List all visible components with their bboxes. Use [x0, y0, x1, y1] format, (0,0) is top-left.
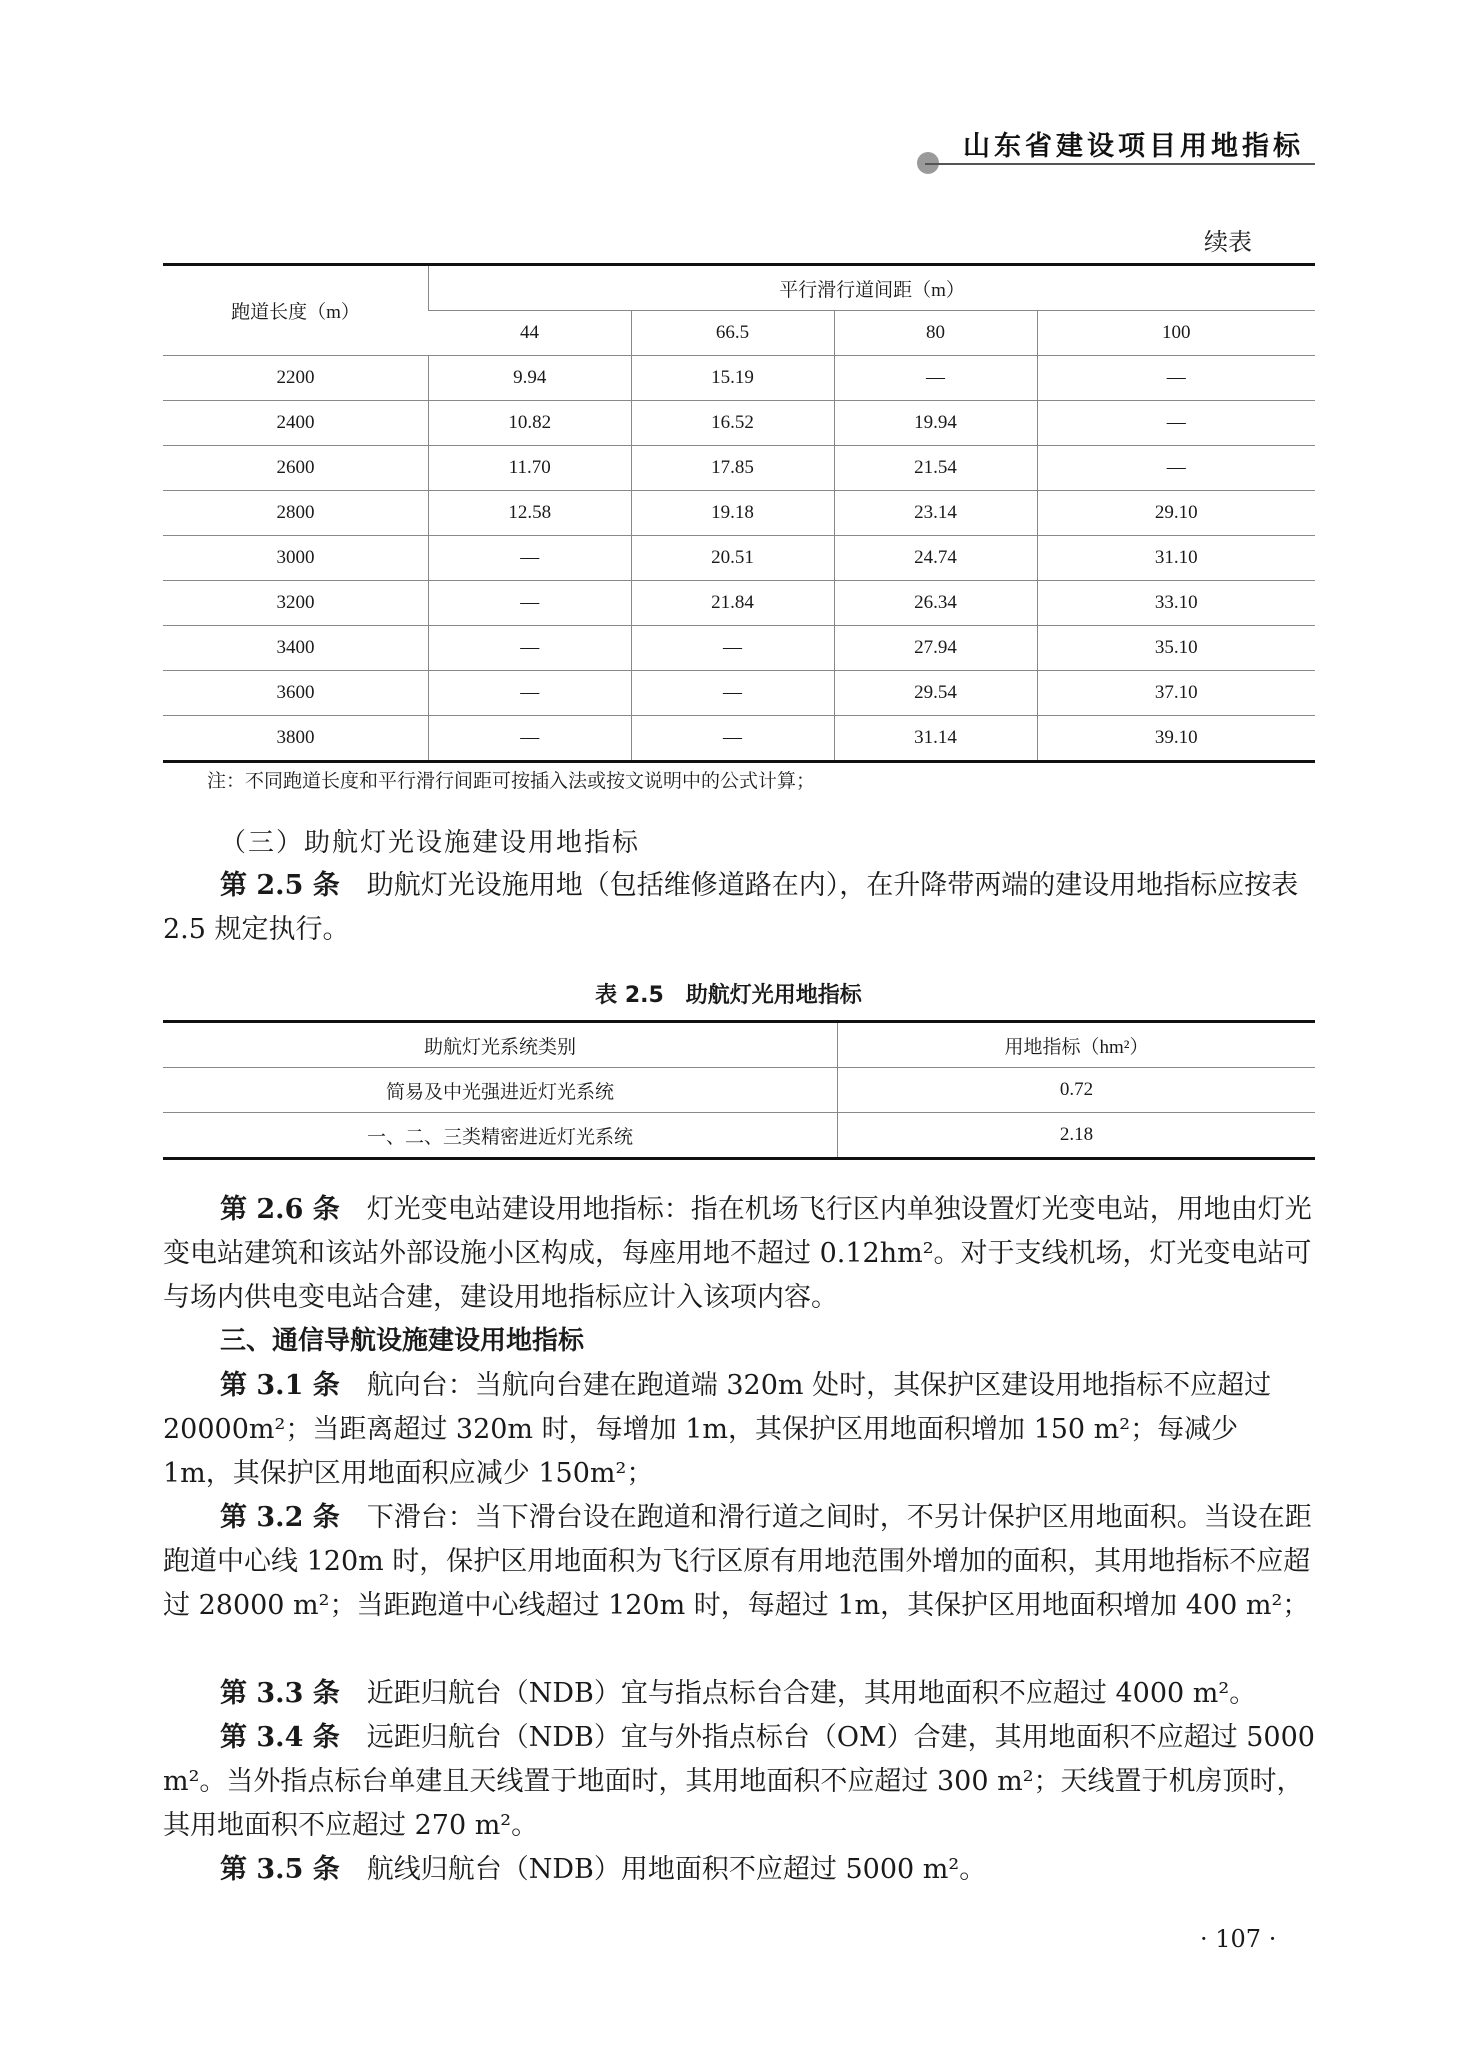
table-row	[163, 491, 1315, 536]
cell: 21.54	[834, 446, 1037, 491]
cell: 3200	[163, 581, 429, 626]
spacing-header: 44	[429, 311, 632, 356]
article-text: 航线归航台（NDB）用地面积不应超过 5000 m²。	[366, 1854, 987, 1885]
article-text: 下滑台：当下滑台设在跑道和滑行道之间时，不另计保护区用地面积。当设在距跑道中心线 120m 时，保护区用地面积为飞行区原有用地范围外增加的面积，其用地指标不应超过 28000 m²；当距跑道中心线超过 120m 时，每超过 1m，其保护区用地面积增加 400 m²；	[163, 1502, 1312, 1621]
cell: 0.72	[838, 1068, 1316, 1113]
cell: —	[631, 626, 834, 671]
article-3-3	[163, 1672, 1315, 1716]
article-number: 第 2.6 条	[220, 1194, 340, 1225]
table-row	[163, 1068, 1315, 1113]
spacing-header: 80	[834, 311, 1037, 356]
cell: 2200	[163, 356, 429, 401]
lighting-table	[163, 1020, 1315, 1160]
cell: 2800	[163, 491, 429, 536]
article-3-2	[163, 1496, 1315, 1628]
article-text: 远距归航台（NDB）宜与外指点标台（OM）合建，其用地面积不应超过 5000 m²。当外指点标台单建且天线置于地面时，其用地面积不应超过 300 m²；天线置于机房顶时，其用地面积不应超过 270 m²。	[163, 1722, 1315, 1841]
article-3-1	[163, 1364, 1315, 1496]
article-text: 航向台：当航向台建在跑道端 320m 处时，其保护区建设用地指标不应超过 20000m²；当距离超过 320m 时，每增加 1m，其保护区用地面积增加 150 m²；每减少 1m，其保护区用地面积应减少 150m²；	[163, 1370, 1272, 1489]
cell: 24.74	[834, 536, 1037, 581]
cell: 12.58	[429, 491, 632, 536]
col-header-land-index: 用地指标（hm²）	[838, 1022, 1316, 1068]
article-2-6	[163, 1188, 1315, 1320]
article-number: 第 3.3 条	[220, 1678, 340, 1709]
article-2-5	[163, 864, 1315, 952]
cell: 3000	[163, 536, 429, 581]
cell: 3400	[163, 626, 429, 671]
cell: —	[631, 671, 834, 716]
cell: 11.70	[429, 446, 632, 491]
cell: 33.10	[1037, 581, 1315, 626]
cell: —	[834, 356, 1037, 401]
table-row	[163, 581, 1315, 626]
cell: 29.54	[834, 671, 1037, 716]
article-text: 助航灯光设施用地（包括维修道路在内），在升降带两端的建设用地指标应按表 2.5 规定执行。	[163, 870, 1299, 945]
table-continuation-label: 续表	[1204, 228, 1252, 256]
cell: —	[429, 671, 632, 716]
runway-table	[163, 263, 1315, 763]
article-3-4	[163, 1716, 1315, 1848]
cell: 19.18	[631, 491, 834, 536]
article-text: 近距归航台（NDB）宜与指点标台合建，其用地面积不应超过 4000 m²。	[366, 1678, 1257, 1709]
cell: 26.34	[834, 581, 1037, 626]
cell: —	[429, 626, 632, 671]
cell: —	[429, 581, 632, 626]
table-row	[163, 401, 1315, 446]
table-caption: 表 2.5 助航灯光用地指标	[595, 983, 862, 1008]
table-row	[163, 446, 1315, 491]
article-number: 第 3.5 条	[220, 1854, 340, 1885]
cell: 10.82	[429, 401, 632, 446]
cell: 23.14	[834, 491, 1037, 536]
cell: 31.10	[1037, 536, 1315, 581]
table-row	[163, 716, 1315, 762]
cell: 2600	[163, 446, 429, 491]
cell: 2400	[163, 401, 429, 446]
article-number: 第 2.5 条	[220, 870, 340, 901]
cell: —	[631, 716, 834, 762]
article-number: 第 3.4 条	[220, 1722, 340, 1753]
article-number: 第 3.2 条	[220, 1502, 340, 1533]
subsection-heading: （三）助航灯光设施建设用地指标	[220, 828, 641, 858]
cell: 一、二、三类精密进近灯光系统	[163, 1113, 838, 1159]
cell: —	[1037, 401, 1315, 446]
cell: 35.10	[1037, 626, 1315, 671]
cell: 27.94	[834, 626, 1037, 671]
cell: 21.84	[631, 581, 834, 626]
cell: 20.51	[631, 536, 834, 581]
cell: 9.94	[429, 356, 632, 401]
col-header-lighting-type: 助航灯光系统类别	[163, 1022, 838, 1068]
table-row	[163, 626, 1315, 671]
cell: 19.94	[834, 401, 1037, 446]
cell: 2.18	[838, 1113, 1316, 1159]
table-row	[163, 356, 1315, 401]
page-number: · 107 ·	[1200, 1925, 1277, 1953]
cell: 3600	[163, 671, 429, 716]
section-heading: 三、通信导航设施建设用地指标	[220, 1326, 585, 1356]
header-rule	[925, 163, 1315, 165]
spacing-header: 100	[1037, 311, 1315, 356]
table-row	[163, 536, 1315, 581]
cell: 15.19	[631, 356, 834, 401]
col-header-runway-length: 跑道长度（m）	[163, 265, 429, 356]
cell: 37.10	[1037, 671, 1315, 716]
table-row	[163, 671, 1315, 716]
article-3-5	[163, 1848, 1315, 1892]
cell: 17.85	[631, 446, 834, 491]
cell: 31.14	[834, 716, 1037, 762]
article-number: 第 3.1 条	[220, 1370, 340, 1401]
cell: 16.52	[631, 401, 834, 446]
article-text: 灯光变电站建设用地指标：指在机场飞行区内单独设置灯光变电站，用地由灯光变电站建筑和该站外部设施小区构成，每座用地不超过 0.12hm²。对于支线机场，灯光变电站可与场内供电变电站合建，建设用地指标应计入该项内容。	[163, 1194, 1312, 1313]
col-header-taxiway-spacing: 平行滑行道间距（m）	[429, 265, 1316, 311]
cell: —	[429, 536, 632, 581]
table-row	[163, 1113, 1315, 1159]
cell: —	[1037, 356, 1315, 401]
cell: 3800	[163, 716, 429, 762]
spacing-header: 66.5	[631, 311, 834, 356]
cell: 简易及中光强进近灯光系统	[163, 1068, 838, 1113]
table-note: 注：不同跑道长度和平行滑行间距可按插入法或按文说明中的公式计算；	[207, 770, 816, 792]
cell: —	[1037, 446, 1315, 491]
cell: —	[429, 716, 632, 762]
cell: 39.10	[1037, 716, 1315, 762]
cell: 29.10	[1037, 491, 1315, 536]
running-header: 山东省建设项目用地指标	[963, 131, 1304, 162]
